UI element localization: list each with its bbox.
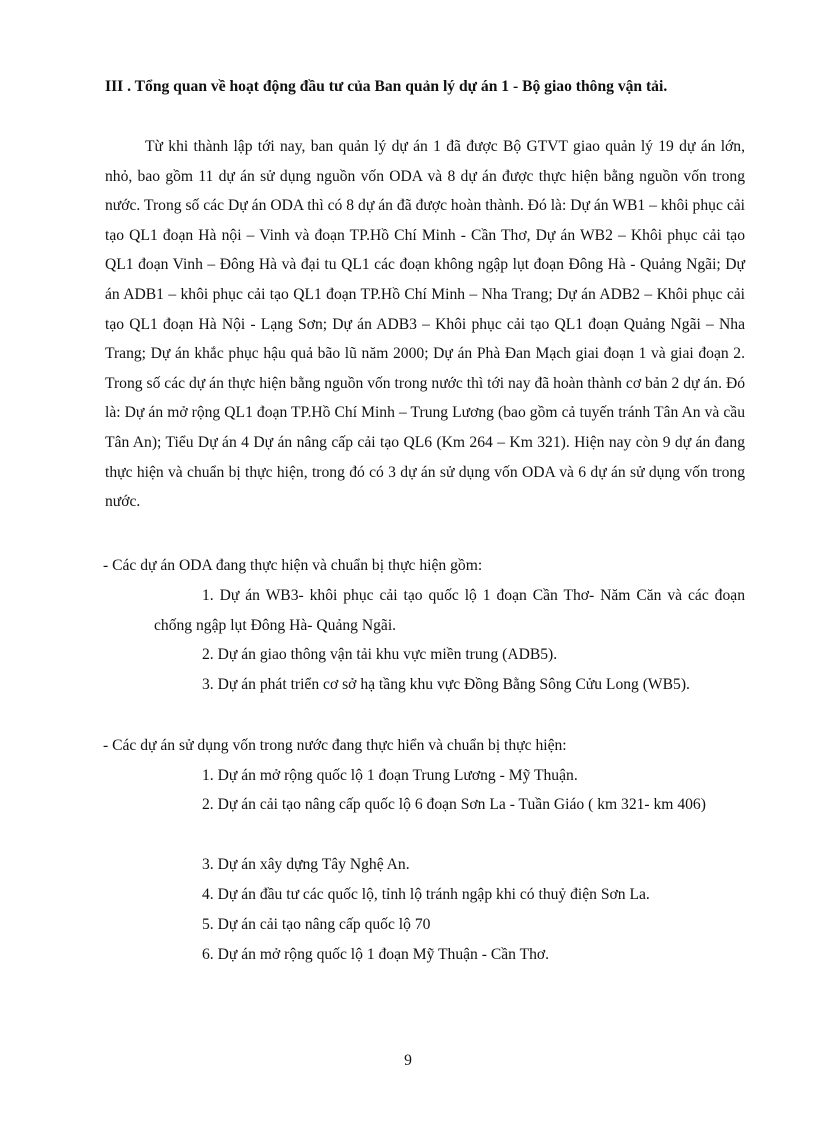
- domestic-item-5: 5. Dự án cải tạo nâng cấp quốc lộ 70: [202, 916, 431, 933]
- oda-list-title: - Các dự án ODA đang thực hiện và chuẩn bị thực hiện gồm:: [103, 557, 483, 574]
- section-heading: III . Tổng quan về hoạt động đầu tư của Ban quản lý dự án 1 - Bộ giao thông vận tải.: [105, 78, 668, 95]
- domestic-item-3: 3. Dự án xây dựng Tây Nghệ An.: [202, 856, 410, 873]
- intro-paragraph: Từ khi thành lập tới nay, ban quản lý dự án 1 đã được Bộ GTVT giao quản lý 19 dự án lớn, nhỏ, bao gồm 11 dự án sử dụng nguồn vốn ODA và 8 dự án được thực hiện bằng nguồn vốn trong nước. Trong số các Dự án ODA thì có 8 dự án đã được hoàn thành. Đó là: Dự án WB1 – khôi phục cải tạo QL1 đoạn Hà nội – Vinh và đoạn TP.Hồ Chí Minh - Cần Thơ, Dự án WB2 – Khôi phục cải tạo QL1 đoạn Vinh – Đông Hà và đại tu QL1 các đoạn không ngập lụt đoạn Đông Hà - Quảng Ngãi; Dự án ADB1 – khôi phục cải tạo QL1 đoạn TP.Hồ Chí Minh – Nha Trang; Dự án ADB2 – Khôi phục cải tạo QL1 đoạn Hà Nội - Lạng Sơn; Dự án ADB3 – Khôi phục cải tạo QL1 đoạn Quảng Ngãi – Nha Trang; Dự án khắc phục hậu quả bão lũ năm 2000; Dự án Phà Đan Mạch giai đoạn 1 và giai đoạn 2. Trong số các dự án thực hiện bằng nguồn vốn trong nước thì tới nay đã hoàn thành cơ bản 2 dự án. Đó là: Dự án mở rộng QL1 đoạn TP.Hồ Chí Minh – Trung Lương (bao gồm cả tuyến tránh Tân An và cầu Tân An); Tiểu Dự án 4 Dự án nâng cấp cải tạo QL6 (Km 264 – Km 321). Hiện nay còn 9 dự án đang thực hiện và chuẩn bị thực hiện, trong đó có 3 dự án sử dụng vốn ODA và 6 dự án sử dụng vốn trong nước.: [105, 138, 745, 511]
- oda-item-3: 3. Dự án phát triển cơ sở hạ tầng khu vực Đồng Bằng Sông Cửu Long (WB5).: [202, 676, 690, 693]
- domestic-list-title: - Các dự án sử dụng vốn trong nước đang thực hiển và chuẩn bị thực hiện:: [103, 737, 567, 754]
- domestic-item-4: 4. Dự án đầu tư các quốc lộ, tỉnh lộ tránh ngập khi có thuỷ điện Sơn La.: [202, 886, 650, 903]
- domestic-item-1: 1. Dự án mở rộng quốc lộ 1 đoạn Trung Lương - Mỹ Thuận.: [202, 767, 578, 784]
- page-number: 9: [404, 1052, 412, 1069]
- domestic-item-6: 6. Dự án mở rộng quốc lộ 1 đoạn Mỹ Thuận - Cần Thơ.: [202, 946, 550, 963]
- domestic-item-2: 2. Dự án cải tạo nâng cấp quốc lộ 6 đoạn Sơn La - Tuần Giáo ( km 321- km 406): [202, 796, 706, 813]
- oda-item-1: 1. Dự án WB3- khôi phục cải tạo quốc lộ 1 đoạn Cần Thơ- Năm Căn và các đoạn chống ngập lụt Đông Hà- Quảng Ngãi.: [154, 587, 745, 634]
- oda-item-2: 2. Dự án giao thông vận tải khu vực miền trung (ADB5).: [202, 646, 558, 663]
